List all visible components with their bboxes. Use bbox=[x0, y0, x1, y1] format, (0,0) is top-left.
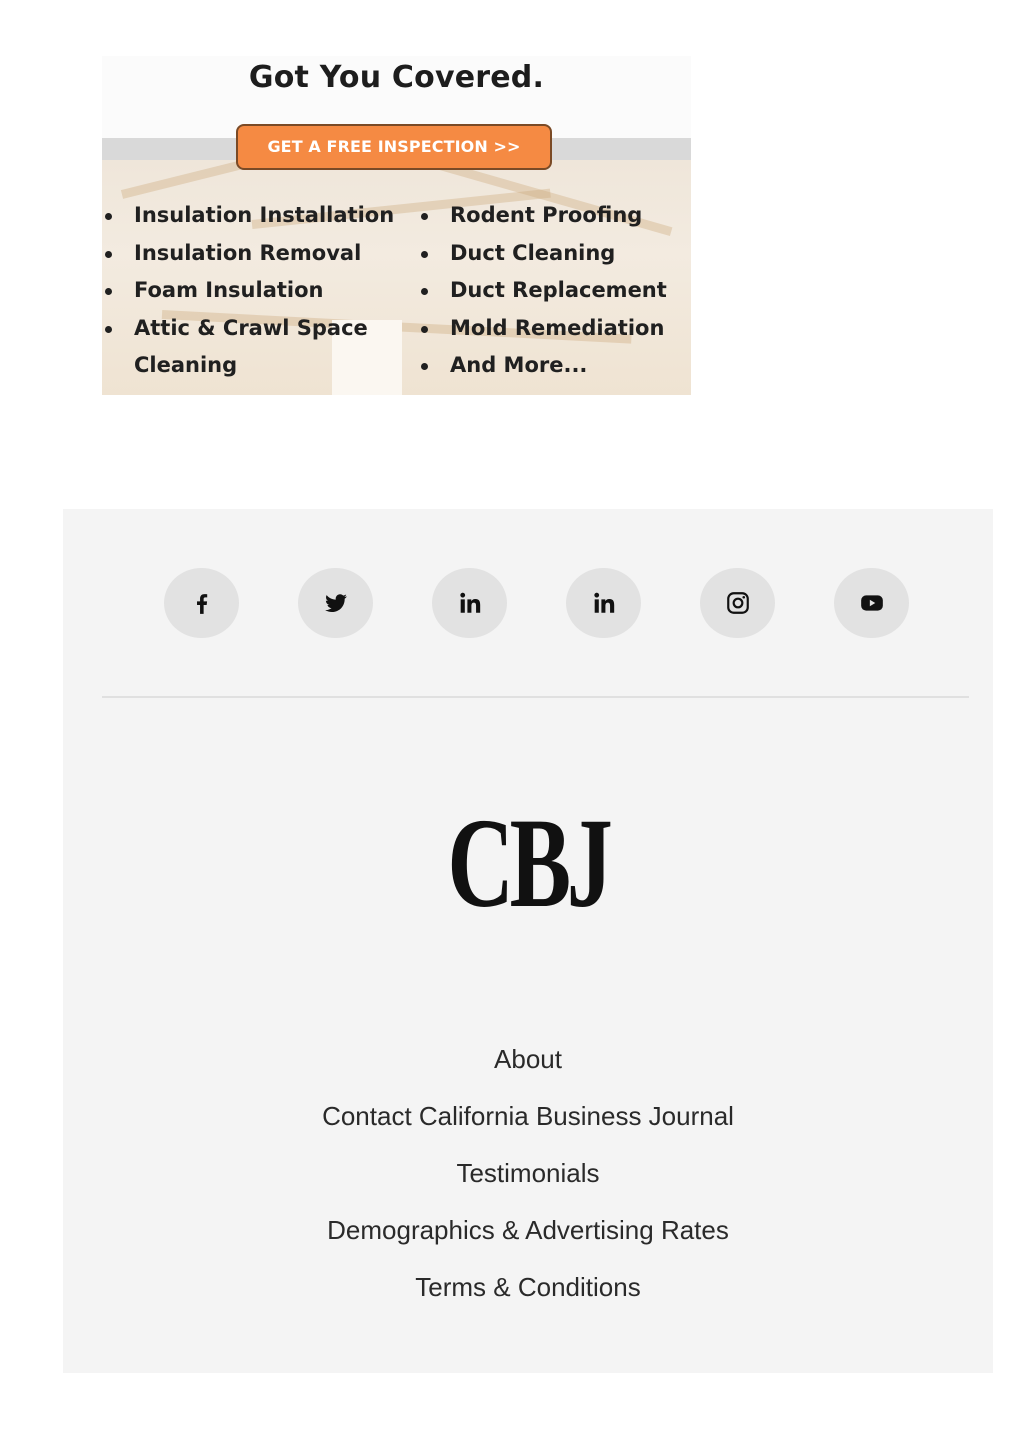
services-list-left bbox=[102, 197, 394, 385]
contact-link[interactable]: Contact California Business Journal bbox=[322, 1101, 734, 1131]
service-item: Duct Cleaning bbox=[418, 235, 667, 273]
service-item: Mold Remediation bbox=[418, 310, 667, 348]
footer-link-item bbox=[63, 1031, 993, 1088]
footer-link-item bbox=[63, 1088, 993, 1145]
terms-link[interactable]: Terms & Conditions bbox=[415, 1272, 641, 1302]
instagram-link[interactable] bbox=[700, 568, 775, 638]
site-footer bbox=[63, 509, 993, 1373]
cbj-logo[interactable]: CBJ bbox=[447, 792, 609, 934]
footer-links bbox=[63, 1031, 993, 1316]
instagram-icon bbox=[725, 590, 751, 616]
twitter-link[interactable] bbox=[298, 568, 373, 638]
linkedin-link[interactable] bbox=[566, 568, 641, 638]
ad-title: Got You Covered. bbox=[248, 60, 545, 95]
social-links bbox=[164, 568, 909, 638]
linkedin-icon bbox=[457, 590, 483, 616]
ad-banner[interactable] bbox=[102, 56, 691, 395]
services-list-right bbox=[418, 197, 667, 385]
linkedin-icon bbox=[591, 590, 617, 616]
service-item-continuation: Cleaning bbox=[134, 353, 238, 377]
youtube-icon bbox=[859, 590, 885, 616]
about-link[interactable]: About bbox=[494, 1044, 562, 1074]
twitter-icon bbox=[323, 590, 349, 616]
service-item: Foam Insulation bbox=[102, 272, 394, 310]
linkedin-link[interactable] bbox=[432, 568, 507, 638]
facebook-icon bbox=[189, 590, 215, 616]
testimonials-link[interactable]: Testimonials bbox=[456, 1158, 600, 1188]
footer-link-item bbox=[63, 1202, 993, 1259]
youtube-link[interactable] bbox=[834, 568, 909, 638]
service-item: Rodent Proofing bbox=[418, 197, 667, 235]
service-item: And More... bbox=[418, 347, 667, 385]
service-item: Insulation Installation bbox=[102, 197, 394, 235]
facebook-link[interactable] bbox=[164, 568, 239, 638]
free-inspection-button[interactable]: GET A FREE INSPECTION >> bbox=[236, 124, 552, 170]
demographics-link[interactable]: Demographics & Advertising Rates bbox=[327, 1215, 729, 1245]
service-item: Attic & Crawl Space bbox=[102, 310, 394, 348]
footer-link-item bbox=[63, 1259, 993, 1316]
footer-divider bbox=[102, 696, 969, 698]
service-item: Insulation Removal bbox=[102, 235, 394, 273]
footer-link-item bbox=[63, 1145, 993, 1202]
service-item: Duct Replacement bbox=[418, 272, 667, 310]
